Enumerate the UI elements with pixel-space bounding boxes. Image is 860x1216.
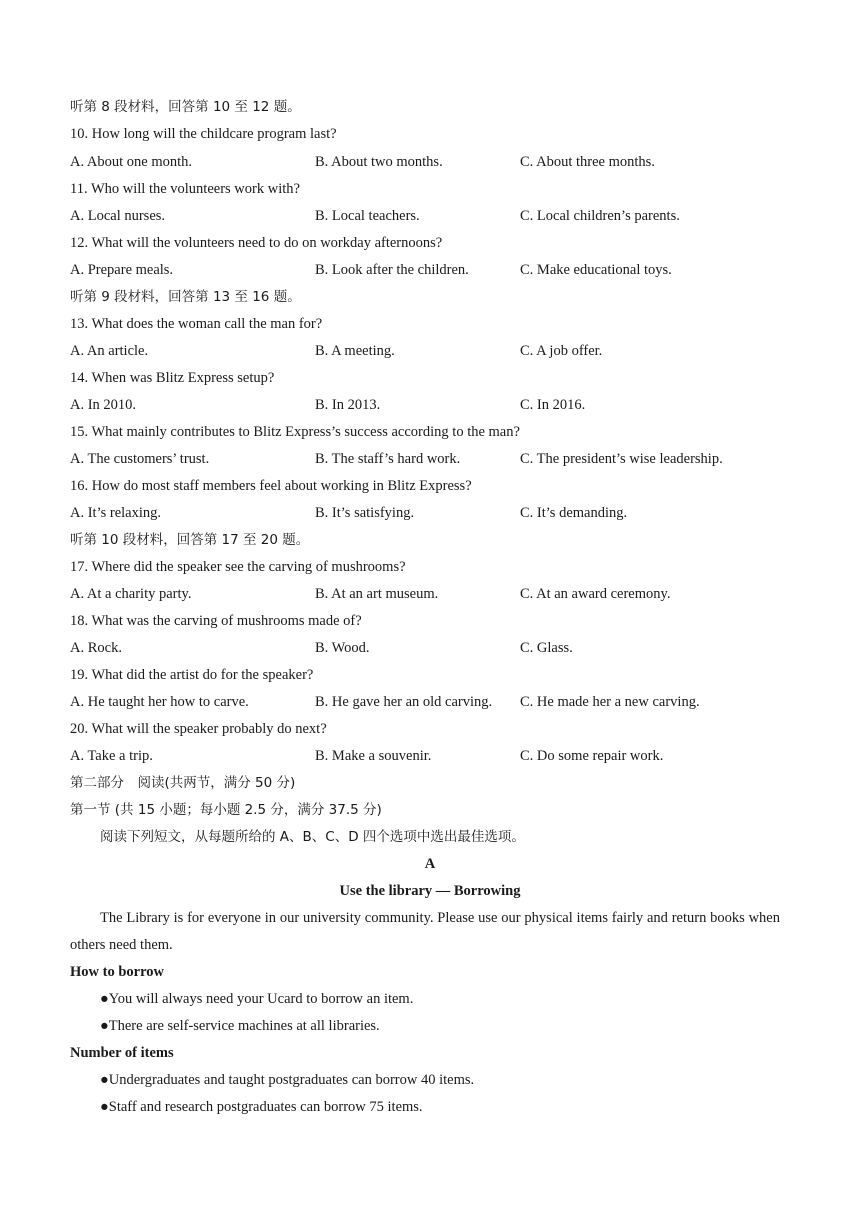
option-c[interactable]: C. At an award ceremony. — [520, 586, 671, 602]
question-16: 16. How do most staff members feel about working in Blitz Express? — [70, 478, 472, 494]
option-a[interactable]: A. Take a trip. — [70, 748, 153, 764]
option-b[interactable]: B. At an art museum. — [315, 586, 439, 602]
part-2-heading: 第二部分 阅读(共两节，满分 50 分) — [70, 775, 296, 791]
option-a[interactable]: A. An article. — [70, 343, 149, 359]
section-8-instruction: 听第 8 段材料，回答第 10 至 12 题。 — [70, 99, 301, 115]
option-a[interactable]: A. The customers’ trust. — [70, 451, 210, 467]
option-c[interactable]: C. It’s demanding. — [520, 505, 628, 521]
option-a[interactable]: A. Local nurses. — [70, 208, 166, 224]
option-b[interactable]: B. Look after the children. — [315, 262, 469, 278]
option-c[interactable]: C. He made her a new carving. — [520, 694, 700, 710]
passage-letter: A — [424, 856, 436, 872]
option-b[interactable]: B. It’s satisfying. — [315, 505, 415, 521]
option-c[interactable]: C. Local children’s parents. — [520, 208, 680, 224]
section-1-heading: 第一节 (共 15 小题；每小题 2.5 分，满分 37.5 分) — [70, 802, 382, 818]
passage-title: Use the library — Borrowing — [339, 883, 521, 899]
question-15: 15. What mainly contributes to Blitz Express’s success according to the man? — [70, 424, 520, 440]
option-b[interactable]: B. About two months. — [315, 154, 443, 170]
option-c[interactable]: C. Make educational toys. — [520, 262, 672, 278]
option-a[interactable]: A. He taught her how to carve. — [70, 694, 249, 710]
question-19: 19. What did the artist do for the speaker? — [70, 667, 314, 683]
option-b[interactable]: B. The staff’s hard work. — [315, 451, 461, 467]
passage-intro: The Library is for everyone in our university community. Please use our physical items fairly and return books when others need them. — [70, 910, 780, 953]
reading-instruction: 阅读下列短文，从每题所给的 A、B、C、D 四个选项中选出最佳选项。 — [100, 829, 525, 845]
heading-number-of-items: Number of items — [70, 1045, 174, 1061]
option-a[interactable]: A. It’s relaxing. — [70, 505, 162, 521]
bullet-undergraduates: ●Undergraduates and taught postgraduates can borrow 40 items. — [100, 1072, 475, 1088]
option-a[interactable]: A. About one month. — [70, 154, 193, 170]
section-9-instruction: 听第 9 段材料，回答第 13 至 16 题。 — [70, 289, 301, 305]
question-11: 11. Who will the volunteers work with? — [70, 181, 300, 197]
option-a[interactable]: A. At a charity party. — [70, 586, 192, 602]
bullet-staff: ●Staff and research postgraduates can borrow 75 items. — [100, 1099, 423, 1115]
option-c[interactable]: C. About three months. — [520, 154, 655, 170]
question-10: 10. How long will the childcare program last? — [70, 126, 337, 142]
bullet-ucard: ●You will always need your Ucard to borrow an item. — [100, 991, 414, 1007]
option-b[interactable]: B. Local teachers. — [315, 208, 420, 224]
option-a[interactable]: A. Rock. — [70, 640, 122, 656]
option-b[interactable]: B. Wood. — [315, 640, 370, 656]
option-b[interactable]: B. A meeting. — [315, 343, 395, 359]
option-c[interactable]: C. Glass. — [520, 640, 573, 656]
option-c[interactable]: C. The president’s wise leadership. — [520, 451, 723, 467]
question-18: 18. What was the carving of mushrooms made of? — [70, 613, 362, 629]
question-14: 14. When was Blitz Express setup? — [70, 370, 275, 386]
heading-how-to-borrow: How to borrow — [70, 964, 164, 980]
option-b[interactable]: B. In 2013. — [315, 397, 381, 413]
bullet-self-service: ●There are self-service machines at all libraries. — [100, 1018, 380, 1034]
option-b[interactable]: B. He gave her an old carving. — [315, 694, 493, 710]
question-20: 20. What will the speaker probably do next? — [70, 721, 327, 737]
option-c[interactable]: C. In 2016. — [520, 397, 586, 413]
option-b[interactable]: B. Make a souvenir. — [315, 748, 432, 764]
section-10-instruction: 听第 10 段材料，回答第 17 至 20 题。 — [70, 532, 310, 548]
question-13: 13. What does the woman call the man for? — [70, 316, 323, 332]
option-c[interactable]: C. A job offer. — [520, 343, 603, 359]
option-a[interactable]: A. In 2010. — [70, 397, 137, 413]
option-c[interactable]: C. Do some repair work. — [520, 748, 664, 764]
question-12: 12. What will the volunteers need to do on workday afternoons? — [70, 235, 443, 251]
question-17: 17. Where did the speaker see the carving of mushrooms? — [70, 559, 406, 575]
option-a[interactable]: A. Prepare meals. — [70, 262, 174, 278]
